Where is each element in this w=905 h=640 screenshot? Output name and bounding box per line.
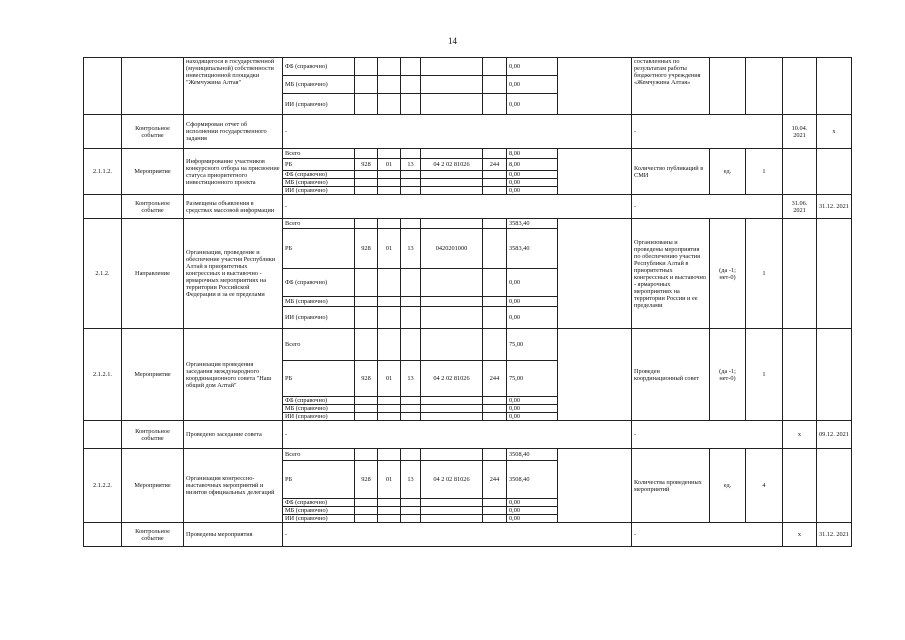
source-total: Всего <box>283 149 355 159</box>
indicator: Количество публикаций в СМИ <box>632 149 710 195</box>
x-mark: x <box>817 115 852 149</box>
source-mb: МБ (справочно) <box>283 507 355 515</box>
row-type: Мероприятие <box>122 149 184 195</box>
amount: 3583,40 <box>507 219 558 229</box>
rz-code: 01 <box>378 361 401 397</box>
rz-code: 01 <box>378 159 401 171</box>
source-rb: РБ <box>283 361 355 397</box>
row-type: Контрольное событие <box>122 523 184 547</box>
amount: 0,00 <box>507 297 558 307</box>
page-number: 14 <box>448 36 457 46</box>
row-type: Направление <box>122 219 184 329</box>
source-mb: МБ (справочно) <box>283 76 355 94</box>
source-fb: ФБ (справочно) <box>283 269 355 297</box>
dash: - <box>632 195 783 219</box>
indicator: составленных по результатам работы бюджетного учреждения «Жемчужина Алтая» <box>632 58 710 115</box>
csr-code: 04 2 02 81026 <box>421 361 483 397</box>
indicator: Организованы и проведены мероприятия по обеспечению участия Республики Алтай в приоритетных конгрессных и выставочно - ярмарочных мероприятиях на территории России и ее пределами <box>632 219 710 329</box>
amount: 0,00 <box>507 179 558 187</box>
source-ii: ИИ (справочно) <box>283 515 355 523</box>
source-total: Всего <box>283 449 355 461</box>
pr-code: 13 <box>401 159 421 171</box>
amount: 3508,40 <box>507 449 558 461</box>
gr-code: 928 <box>355 361 378 397</box>
date: 09.12. 2021 <box>817 421 852 449</box>
source-fb: ФБ (справочно) <box>283 499 355 507</box>
gr-code: 928 <box>355 229 378 269</box>
source-mb: МБ (справочно) <box>283 179 355 187</box>
amount: 0,00 <box>507 58 558 76</box>
row-type: Контрольное событие <box>122 195 184 219</box>
amount: 0,00 <box>507 307 558 329</box>
item-number: 2.1.2.2. <box>84 449 122 523</box>
amount: 3508,40 <box>507 461 558 499</box>
dash: - <box>283 195 632 219</box>
rz-code: 01 <box>378 461 401 499</box>
row-type: Мероприятие <box>122 329 184 421</box>
amount: 0,00 <box>507 413 558 421</box>
unit: (да -1; нет-0) <box>710 219 746 329</box>
x-mark: x <box>783 523 817 547</box>
source-rb: РБ <box>283 159 355 171</box>
date: 31.12. 2021 <box>817 195 852 219</box>
gr-code: 928 <box>355 159 378 171</box>
x-mark: x <box>783 421 817 449</box>
date: 31.06. 2021 <box>783 195 817 219</box>
amount: 0,00 <box>507 76 558 94</box>
csr-code: 0420201000 <box>421 229 483 269</box>
amount: 0,00 <box>507 499 558 507</box>
table-row <box>84 421 852 449</box>
csr-code: 04 2 02 81026 <box>421 461 483 499</box>
dash: - <box>283 115 632 149</box>
table-row <box>84 449 852 461</box>
amount: 0,00 <box>507 171 558 179</box>
row-type: Мероприятие <box>122 449 184 523</box>
table-row <box>84 115 852 149</box>
pr-code: 13 <box>401 229 421 269</box>
indicator: Проведен координационный совет <box>632 329 710 421</box>
amount: 75,00 <box>507 361 558 397</box>
amount: 0,00 <box>507 269 558 297</box>
vr-code: 244 <box>483 461 507 499</box>
source-ii: ИИ (справочно) <box>283 413 355 421</box>
source-rb: РБ <box>283 229 355 269</box>
item-number: 2.1.2. <box>84 219 122 329</box>
source-ii: ИИ (справочно) <box>283 307 355 329</box>
table-row <box>84 523 852 547</box>
source-fb: ФБ (справочно) <box>283 58 355 76</box>
csr-code: 04 2 02 81026 <box>421 159 483 171</box>
table-row <box>84 149 852 159</box>
source-mb: МБ (справочно) <box>283 297 355 307</box>
value: 1 <box>746 219 783 329</box>
amount: 8,00 <box>507 149 558 159</box>
plan-table <box>83 57 852 547</box>
unit: ед. <box>710 449 746 523</box>
row-type: Контрольное событие <box>122 115 184 149</box>
vr-code: 244 <box>483 361 507 397</box>
unit: ед. <box>710 149 746 195</box>
pr-code: 13 <box>401 461 421 499</box>
date: 10.04. 2021 <box>783 115 817 149</box>
value: 1 <box>746 149 783 195</box>
date: 31.12. 2021 <box>817 523 852 547</box>
activity-description: находящегося в государственной (муниципальной) собственности инвестиционной площадки "Жемчужина Алтая" <box>184 58 283 115</box>
source-mb: МБ (справочно) <box>283 405 355 413</box>
activity-description: Организация проведения заседания международного координационного совета "Наш общий дом Алтай" <box>184 329 283 421</box>
amount: 8,00 <box>507 159 558 171</box>
row-type: Контрольное событие <box>122 421 184 449</box>
source-total: Всего <box>283 219 355 229</box>
amount: 0,00 <box>507 397 558 405</box>
source-fb: ФБ (справочно) <box>283 397 355 405</box>
source-rb: РБ <box>283 461 355 499</box>
source-ii: ИИ (справочно) <box>283 187 355 195</box>
activity-description: Организация, проведение и обеспечение участия Республики Алтай в приоритетных конгрессных и выставочно - ярмарочных мероприятиях на территории Российской Федерации и за ее пределами <box>184 219 283 329</box>
amount: 0,00 <box>507 187 558 195</box>
value: 1 <box>746 329 783 421</box>
indicator: Количества проведенных мероприятий <box>632 449 710 523</box>
gr-code: 928 <box>355 461 378 499</box>
rz-code: 01 <box>378 229 401 269</box>
unit: (да -1; нет-0) <box>710 329 746 421</box>
vr-code: 244 <box>483 159 507 171</box>
amount: 0,00 <box>507 507 558 515</box>
table-row <box>84 58 852 76</box>
source-ii: ИИ (справочно) <box>283 94 355 115</box>
activity-description: Сформирован отчет об исполнении государственного задания <box>184 115 283 149</box>
dash: - <box>283 523 632 547</box>
amount: 0,00 <box>507 405 558 413</box>
dash: - <box>632 115 783 149</box>
amount: 3583,40 <box>507 229 558 269</box>
amount: 0,00 <box>507 94 558 115</box>
dash: - <box>632 523 783 547</box>
item-number: 2.1.1.2. <box>84 149 122 195</box>
table-row <box>84 195 852 219</box>
value: 4 <box>746 449 783 523</box>
item-number: 2.1.2.1. <box>84 329 122 421</box>
table-row <box>84 219 852 229</box>
amount: 75,00 <box>507 329 558 361</box>
activity-description: Проведено заседание совета <box>184 421 283 449</box>
activity-description: Проведены мероприятия <box>184 523 283 547</box>
activity-description: Информирование участников конкурсного отбора на присвоение статуса приоритетного инвестиционного проекта <box>184 149 283 195</box>
table-row <box>84 329 852 361</box>
source-total: Всего <box>283 329 355 361</box>
source-fb: ФБ (справочно) <box>283 171 355 179</box>
dash: - <box>632 421 783 449</box>
activity-description: Организация конгрессно-выставочных мероприятий и визитов официальных делегаций <box>184 449 283 523</box>
pr-code: 13 <box>401 361 421 397</box>
dash: - <box>283 421 632 449</box>
amount: 0,00 <box>507 515 558 523</box>
activity-description: Размещены объявления в средствах массовой информации <box>184 195 283 219</box>
